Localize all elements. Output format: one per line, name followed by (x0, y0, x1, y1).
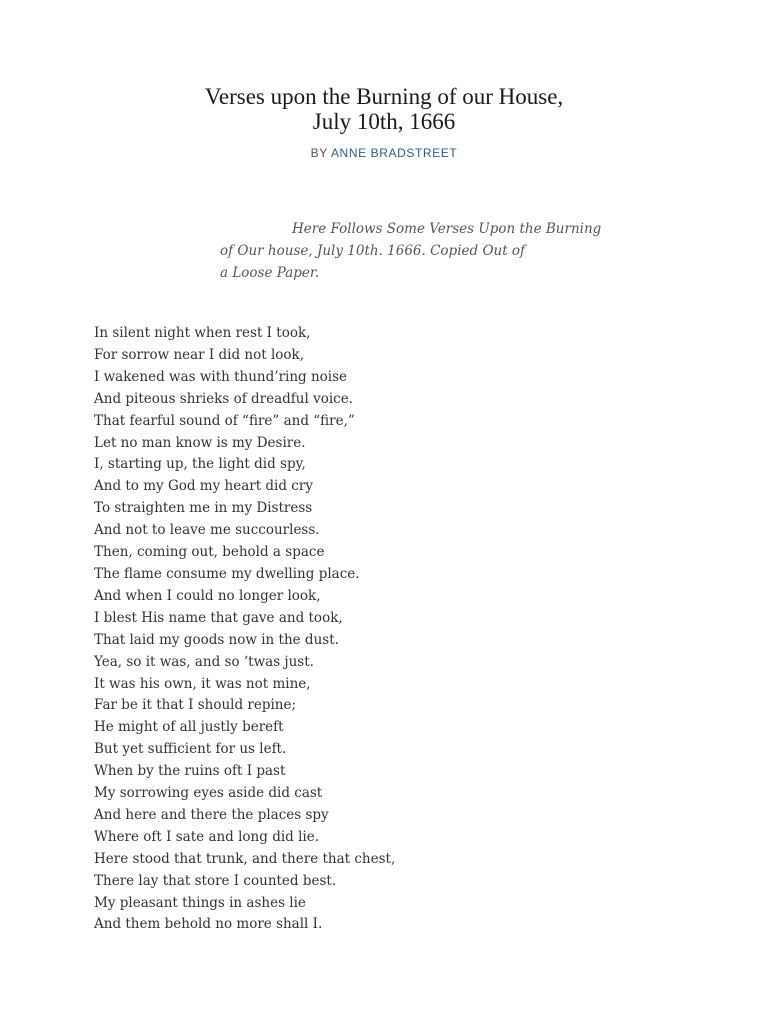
poem-line: And piteous shrieks of dreadful voice. (94, 390, 353, 407)
poem-line: And to my God my heart did cry (94, 478, 313, 495)
poem-line: It was his own, it was not mine, (94, 675, 311, 692)
title-block (0, 84, 768, 160)
poem-line: My sorrowing eyes aside did cast (94, 785, 323, 802)
epigraph-line-1: Here Follows Some Verses Upon the Burning (292, 221, 602, 237)
poem-line: That fearful sound of “fire” and “fire,” (94, 412, 355, 429)
poem-line: Let no man know is my Desire. (94, 434, 306, 451)
by-label: BY (310, 146, 328, 160)
poem-line: Here stood that trunk, and there that chest, (94, 850, 396, 867)
poem-line: Then, coming out, behold a space (94, 544, 325, 561)
poem-line: But yet sufficient for us left. (94, 741, 287, 758)
epigraph (220, 218, 620, 284)
title-line-1: Verses upon the Burning of our House, (204, 84, 564, 109)
poem-line: And when I could no longer look, (94, 587, 321, 604)
author-link[interactable]: ANNE BRADSTREET (330, 146, 458, 160)
poem-line: And them behold no more shall I. (94, 916, 323, 933)
title-line-2: July 10th, 1666 (312, 109, 456, 134)
poem-line: To straighten me in my Distress (94, 500, 313, 517)
byline (0, 146, 768, 160)
poem-line: I blest His name that gave and took, (94, 609, 343, 626)
poem-line: When by the ruins oft I past (94, 763, 286, 780)
poem-line: The flame consume my dwelling place. (94, 565, 360, 582)
poem-line: He might of all justly bereft (94, 719, 284, 736)
epigraph-line-3: a Loose Paper. (220, 265, 320, 281)
poem-line: I, starting up, the light did spy, (94, 456, 306, 473)
poem-line: And here and there the places spy (94, 806, 329, 823)
poem-line: That laid my goods now in the dust. (94, 631, 339, 648)
poem-line: In silent night when rest I took, (94, 325, 311, 341)
poem-line: Far be it that I should repine; (94, 697, 297, 714)
poem-line: There lay that store I counted best. (94, 872, 337, 889)
poem-line: My pleasant things in ashes lie (94, 894, 306, 911)
poem-line: I wakened was with thund’ring noise (94, 368, 348, 385)
poem-body (94, 323, 614, 936)
poem-line: For sorrow near I did not look, (94, 346, 305, 363)
poem-title (0, 84, 768, 134)
poem-line: Yea, so it was, and so ‘twas just. (94, 653, 314, 670)
poem-line: And not to leave me succourless. (94, 522, 320, 539)
epigraph-line-2: of Our house, July 10th. 1666. Copied Out of (220, 243, 526, 259)
poem-line: Where oft I sate and long did lie. (94, 828, 319, 845)
